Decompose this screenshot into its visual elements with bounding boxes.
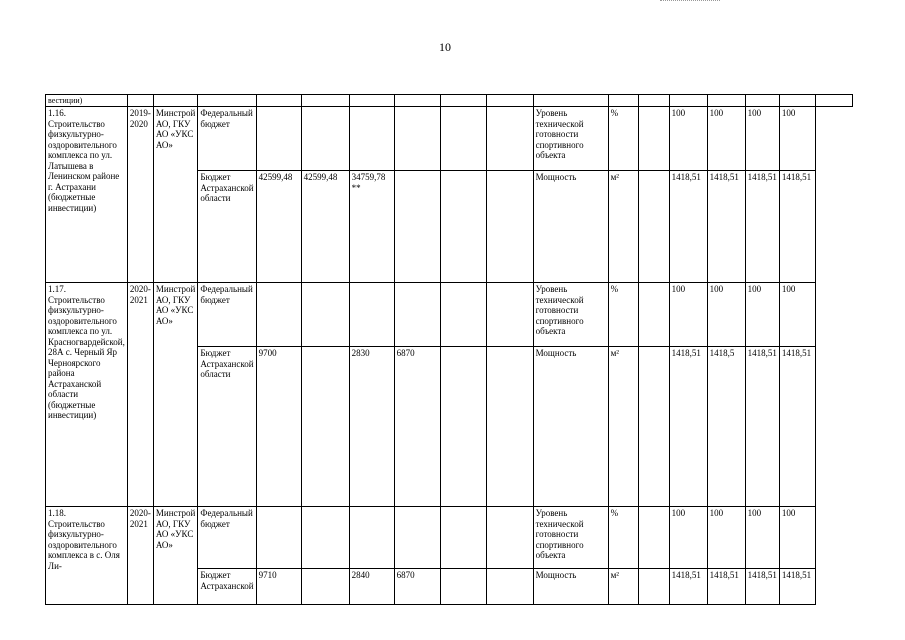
value-cell: 1418,51 [779,171,815,283]
amount-cell: 42599,48 [301,171,349,283]
amount-cell: 9700 [256,347,301,507]
table-row [46,507,853,569]
table-row [46,283,853,347]
unit-cell: м² [608,569,638,605]
indicator-cell: Уровень технической готовности спортивного объекта [533,507,608,569]
value-cell: 1418,51 [745,569,779,605]
value-cell: 100 [707,107,745,171]
value-cell: 1418,51 [669,171,707,283]
unit-cell: м² [608,347,638,507]
amount-cell: 6870 [394,569,440,605]
source-cell: Федеральный бюджет [198,107,256,171]
item-cell: 1.16. Строительство физкультурно-оздоровительного комплекса по ул. Латышева в Ленинском районе г. Астрахани (бюджетные инвестиции) [46,107,128,283]
value-cell: 1418,51 [745,171,779,283]
amount-cell: 34759,78 ** [349,171,394,283]
value-cell: 100 [707,507,745,569]
amount-cell: 2830 [349,347,394,507]
value-cell: 100 [779,107,815,171]
value-cell: 100 [745,283,779,347]
amount-cell: 9710 [256,569,301,605]
program-table [45,94,853,605]
table-row [46,95,853,107]
value-cell: 1418,5 [707,347,745,507]
unit-cell: % [608,507,638,569]
value-cell: 1418,51 [669,569,707,605]
value-cell: 100 [745,507,779,569]
amount-cell [301,347,349,507]
value-cell: 1418,51 [669,347,707,507]
unit-cell: % [608,107,638,171]
amount-cell [301,569,349,605]
value-cell: 1418,51 [745,347,779,507]
continuation-cell: вестиции) [46,95,128,107]
amount-cell: 2840 [349,569,394,605]
page-number: 10 [439,40,451,54]
indicator-cell: Мощность [533,569,608,605]
item-cell: 1.18. Строительство физкультурно-оздоровительного комплекса в с. Оля Ли- [46,507,128,605]
indicator-cell: Уровень технической готовности спортивного объекта [533,283,608,347]
amount-cell [394,171,440,283]
executor-cell: Минстрой АО, ГКУ АО «УКС АО» [153,107,198,283]
value-cell: 100 [669,283,707,347]
indicator-cell: Мощность [533,171,608,283]
value-cell: 100 [745,107,779,171]
source-cell: Бюджет Астраханской области [198,347,256,507]
value-cell: 100 [707,283,745,347]
amount-cell: 42599,48 [256,171,301,283]
item-cell: 1.17. Строительство физкультурно-оздоровительного комплекса по ул. Красногвардейской, 28А с. Черный Яр Черноярского района Астраханской области (бюджетные инвестиции) [46,283,128,507]
value-cell: 100 [669,107,707,171]
unit-cell: м² [608,171,638,283]
amount-cell: 6870 [394,347,440,507]
source-cell: Бюджет Астраханской области [198,171,256,283]
value-cell: 1418,51 [779,569,815,605]
years-cell: 2020-2021 [127,507,153,605]
table-row [46,107,853,171]
value-cell: 100 [779,507,815,569]
value-cell: 1418,51 [707,171,745,283]
executor-cell: Минстрой АО, ГКУ АО «УКС АО» [153,283,198,507]
top-scan-mark [660,0,720,3]
executor-cell: Минстрой АО, ГКУ АО «УКС АО» [153,507,198,605]
value-cell: 100 [669,507,707,569]
years-cell: 2020-2021 [127,283,153,507]
years-cell: 2019-2020 [127,107,153,283]
value-cell: 100 [779,283,815,347]
source-cell: Бюджет Астраханской [198,569,256,605]
source-cell: Федеральный бюджет [198,507,256,569]
value-cell: 1418,51 [779,347,815,507]
indicator-cell: Уровень технической готовности спортивного объекта [533,107,608,171]
value-cell: 1418,51 [707,569,745,605]
source-cell: Федеральный бюджет [198,283,256,347]
unit-cell: % [608,283,638,347]
indicator-cell: Мощность [533,347,608,507]
